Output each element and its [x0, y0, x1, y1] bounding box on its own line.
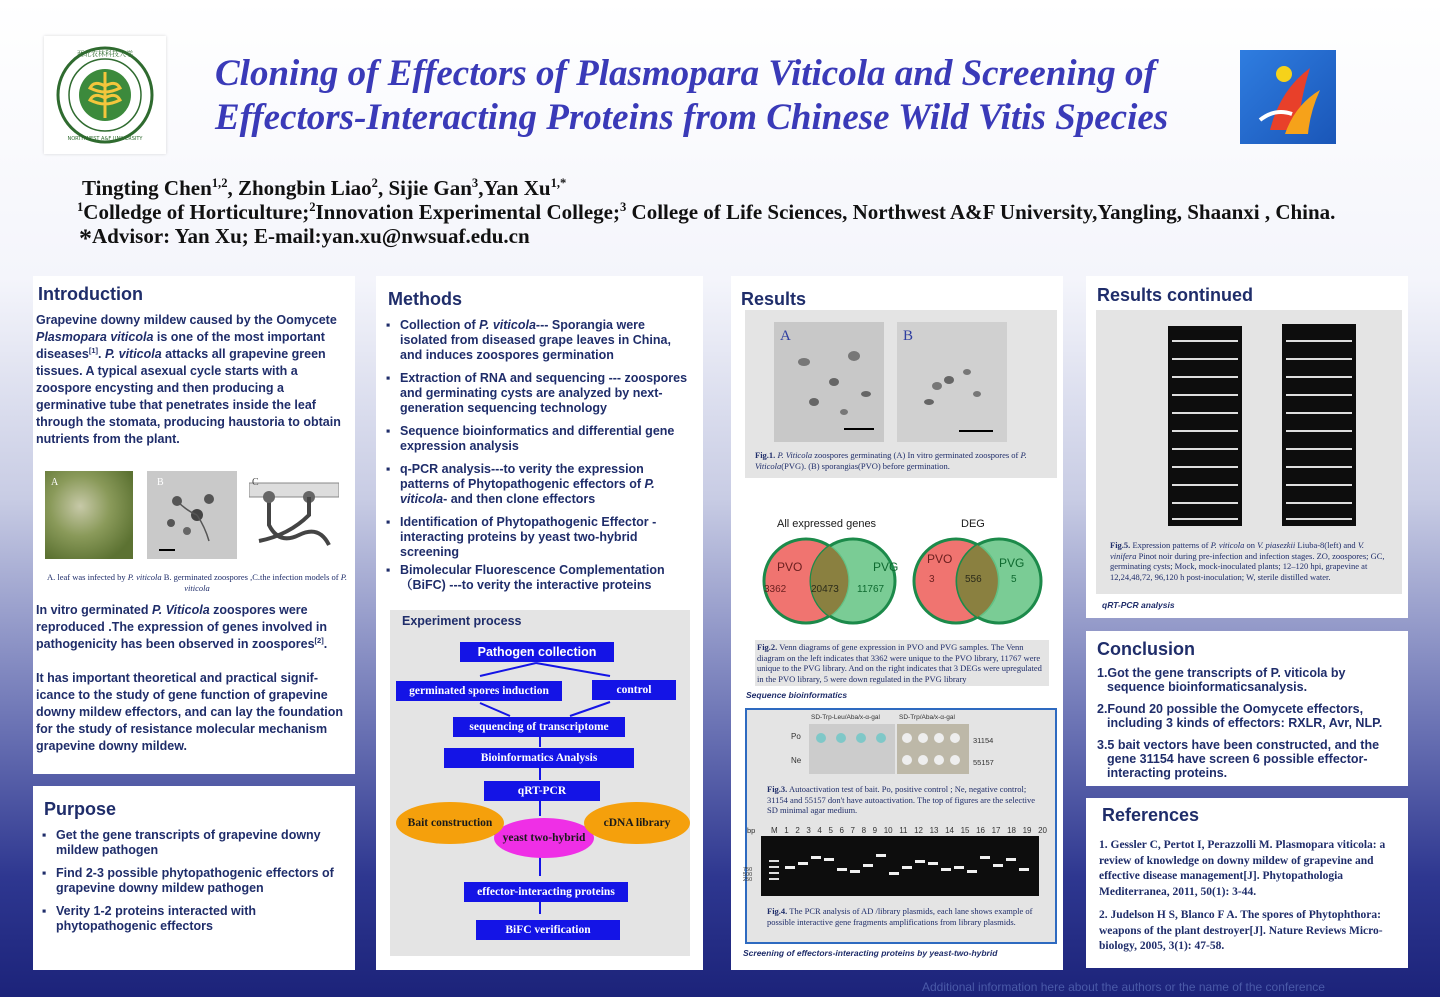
germinated-zoospores-image: B	[147, 471, 237, 559]
results-continued-heading: Results continued	[1097, 285, 1254, 305]
asterisk-mark: *	[79, 224, 92, 253]
conclusion-list	[1097, 666, 1403, 780]
venn-1-title: All expressed genes	[777, 518, 877, 530]
conclusion-item: 2.Found 20 possible the Oomycete effectors, including 3 kinds of effectors: RXLR, Avr, NLP.	[1097, 702, 1383, 730]
references-heading: References	[1102, 805, 1200, 825]
methods-heading: Methods	[388, 289, 462, 309]
results-continued-panel	[1086, 276, 1408, 618]
experiment-process-flowchart	[390, 610, 690, 956]
fig3-row-label-ne: Ne	[791, 756, 802, 765]
poster-title	[215, 52, 1215, 140]
venn-1-left-label: PVO	[777, 560, 803, 574]
conclusion-item: 1.Got the gene transcripts of P. viticola by sequence bioinformaticsanalysis.	[1097, 666, 1346, 694]
title-line-2: Effectors-Interacting Proteins from Chinese Wild Vitis Species	[215, 97, 1169, 138]
sequence-bioinformatics-label: Sequence bioinformatics	[746, 690, 848, 700]
introduction-paragraph-3: It has important theoretical and practical signif-icance to the study of gene function of grapevine downy mildew effectors, and can lay the foundation for the study of resistance molecular mechanism grapevine downy mildew.	[36, 671, 343, 753]
fig3-col-label-2: SD-Trp/Aba/x-α-gal	[899, 714, 955, 721]
conclusion-item: 3.5 bait vectors have been constructed, and the gene 31154 have screen 6 possible effector-interacting proteins.	[1097, 738, 1380, 780]
bioinformatics-box: Bioinformatics Analysis	[444, 748, 634, 768]
figure-5-gel-left	[1168, 326, 1242, 526]
fig3-col-label-1: SD-Trp-Leu/Aba/x-α-gal	[811, 714, 880, 721]
figure-3-4-panel	[745, 708, 1057, 944]
advisor-line: *Advisor: Yan Xu; E-mail:yan.xu@nwsuaf.edu.cn	[79, 224, 530, 253]
germinated-spores-box: germinated spores induction	[396, 681, 562, 701]
title-line-1: Cloning of Effectors of Plasmopara Viticola and Screening of	[215, 53, 1156, 94]
fig4-lane-labels: M 1 2 3 4 5 6 7 8 9 10 11 12 13 14 15 16 17 18 19 20	[771, 826, 1047, 835]
fig4-marker-labels: 750 500 250	[743, 867, 753, 883]
venn-1-left-value: 3362	[764, 584, 787, 595]
control-box: control	[592, 680, 676, 700]
methods-list	[386, 318, 691, 601]
effector-interacting-proteins-box: effector-interacting proteins	[464, 882, 628, 902]
venn-2-left-label: PVO	[927, 552, 953, 566]
author-2: Zhongbin Liao$^2$,	[238, 176, 389, 200]
figure-2-caption: Fig.2. Venn diagrams of gene expression in PVO and PVG samples. The Venn diagram on the left indicates that 3362 were unique to the PVO library, 11767 were unique to the PVG library. And on the right indicates that 3 DEGs were upregulated in the PVO library, 5 were down regulated in the PVG library	[755, 640, 1049, 686]
purpose-panel	[33, 786, 355, 970]
pathogen-collection-box: Pathogen collection	[460, 642, 614, 662]
sequencing-box: sequencing of transcriptome	[453, 717, 625, 737]
bifc-verification-box: BiFC verification	[476, 920, 620, 940]
footer-note: Additional information here about the authors or the name of the conference	[922, 980, 1325, 994]
venn-1-mid-value: 20473	[811, 584, 839, 595]
venn-diagram-deg	[911, 516, 1051, 626]
conclusion-panel	[1086, 631, 1408, 786]
author-3: Sijie Gan$^3$,	[388, 176, 484, 200]
purpose-list	[42, 828, 348, 942]
figure-1a-label: A	[780, 328, 791, 344]
infection-model-image: C	[249, 475, 339, 557]
introduction-panel	[33, 276, 355, 774]
figure-1b-image	[897, 322, 1007, 442]
introduction-paragraph-2: In vitro germinated P. Viticola zoospores were reproduced .The expression of genes involved in pathogenicity has been observed in zoospores[2].	[36, 603, 328, 651]
results-panel	[731, 276, 1063, 970]
figure-5-gel-right	[1282, 324, 1356, 526]
figure-5-caption: Fig.5. Expression patterns of P. viticola on V. piasezkii Liuba-8(left) and V. vinifera Pinot noir during pre-infection and infection stages. ZO, zoospores; GC, germinating cysts; Mock, mock-inoculated plants; 12–120 hpi, grapevine at 12,24,48,72, 96,120 h post-inoculation; W, sterile distilled water.	[1110, 540, 1385, 582]
purpose-item: ▪ Find 2-3 possible phytopathogenic effectors of grapevine downy mildew pathogen	[42, 866, 348, 896]
venn-diagram-all-genes	[761, 516, 901, 626]
university-logo	[44, 36, 166, 154]
screening-label: Screening of effectors-interacting proteins by yeast-two-hybrid	[743, 948, 998, 958]
cdna-library-ellipse: cDNA library	[584, 802, 690, 844]
reference-item: 2. Judelson H S, Blanco F A. The spores of Phytophthora: weapons of the plant destroyer[J]. Nature Reviews Micro-biology, 2005, 3(1): 47-58.	[1099, 909, 1383, 952]
methods-item: ▪ Bimolecular Fluorescence Complementation （BiFC) ---to verity the interactive proteins	[386, 563, 691, 593]
author-4: Yan $Xu^{1,*}$	[483, 176, 567, 200]
methods-item: ▪ Identification of Phytopathogenic Effector -interacting proteins by yeast two-hybrid screening	[386, 515, 691, 560]
fig3-value-2: 55157	[973, 758, 994, 767]
venn-2-mid-value: 556	[965, 574, 982, 585]
author-1: Tingting Chen$^{1,2}$,	[82, 176, 238, 200]
figure-1b-label: B	[903, 328, 914, 344]
venn-2-right-label: PVG	[999, 556, 1025, 570]
purpose-item: ▪ Get the gene transcripts of grapevine downy mildew pathogen	[42, 828, 348, 858]
methods-panel	[376, 276, 703, 970]
infected-leaf-image: A	[45, 471, 133, 559]
figure-1-panel	[745, 310, 1057, 478]
methods-item: ▪ q-PCR analysis---to verity the expression patterns of Phytopathogenic effectors of P. viticola- and then clone effectors	[386, 462, 691, 507]
venn-2-title: DEG	[961, 518, 985, 530]
affiliations-line: $^1$Colledge of Horticulture;$^2$Innovation Experimental College;$^3$ College of Life Sciences, Northwest A&F University,Yangling, Shaanxi , China.	[77, 200, 1336, 224]
methods-item: ▪ Sequence bioinformatics and differential gene expression analysis	[386, 424, 691, 454]
methods-item: ▪ Extraction of RNA and sequencing --- zoospores and germinating cysts are analyzed by next-generation sequencing technology	[386, 371, 691, 416]
methods-item: ▪ Collection of P. viticola--- Sporangia were isolated from diseased grape leaves in China, and induces zoospores germination	[386, 318, 691, 363]
svg-text:NORTHWEST A&F UNIVERSITY: NORTHWEST A&F UNIVERSITY	[67, 136, 143, 142]
purpose-heading: Purpose	[44, 799, 117, 819]
results-heading: Results	[741, 289, 807, 309]
qrt-pcr-label: qRT-PCR analysis	[1102, 600, 1175, 610]
experiment-process-title: Experiment process	[402, 614, 522, 628]
fig3-value-1: 31154	[973, 736, 994, 745]
svg-text:西北农林科技大学: 西北农林科技大学	[77, 50, 133, 58]
yeast-two-hybrid-ellipse: yeast two-hybrid	[494, 818, 594, 858]
venn-1-right-value: 11767	[857, 584, 885, 595]
bait-construction-ellipse: Bait construction	[396, 802, 504, 844]
venn-2-right-value: 5	[1011, 574, 1017, 585]
fig3-plate-2	[897, 724, 969, 774]
figure-1a-image	[774, 322, 884, 442]
fig3-plate-1	[809, 724, 895, 774]
figure-5-panel	[1096, 310, 1402, 594]
figure-1-caption: Fig.1. P. Viticola zoospores germinating (A) In vitro germinated zoospores of P. Viticola(PVG). (B) sporangias(PVO) before germination.	[755, 450, 1027, 471]
fig3-row-label-po: Po	[791, 732, 801, 741]
figure-4-gel-image	[761, 836, 1039, 896]
purpose-item: ▪ Verity 1-2 proteins interacted with phytopathogenic effectors	[42, 904, 348, 934]
venn-2-left-value: 3	[929, 574, 935, 585]
qrt-pcr-box: qRT-PCR	[484, 781, 600, 801]
venn-1-right-label: PVG	[873, 560, 899, 574]
conference-logo	[1240, 50, 1336, 144]
figure-4-caption: Fig.4. The PCR analysis of AD /library plasmids, each lane shows example of possible interactive gene fragments amplifications from library plasmids.	[767, 906, 1033, 927]
authors-line	[82, 176, 566, 200]
fig4-bp-label: bp	[747, 826, 756, 835]
introduction-image-caption: A. leaf was infected by P. viticola B. germinated zoospores ,C.the infection models of P. viticola	[47, 572, 347, 593]
references-panel	[1086, 798, 1408, 968]
figure-3-caption: Fig.3. Autoactivation test of bait. Po, positive control ; Ne, negative control; 31154 and 55157 don't have autoactivation. The top of figures are the selective SD minimal agar medium.	[767, 784, 1036, 815]
reference-item: 1. Gessler C, Pertot I, Perazzolli M. Plasmopara viticola: a review of knowledge on downy mildew of grapevine and effective disease management[J]. Phytopathologia Mediterranea, 2011, 50(1): 3-44.	[1099, 839, 1386, 898]
introduction-heading: Introduction	[38, 284, 143, 304]
introduction-paragraph-1: Grapevine downy mildew caused by the Oomycete Plasmopara viticola is one of the most important diseases[1]. P. viticola attacks all grapevine green tissues. A typical asexual cycle starts with a zoospore encysting and then producing a germinative tube that penetrates inside the leaf through the stomata, producing haustoria to obtain nutrients from the plant.	[36, 313, 341, 446]
conclusion-heading: Conclusion	[1097, 639, 1195, 659]
